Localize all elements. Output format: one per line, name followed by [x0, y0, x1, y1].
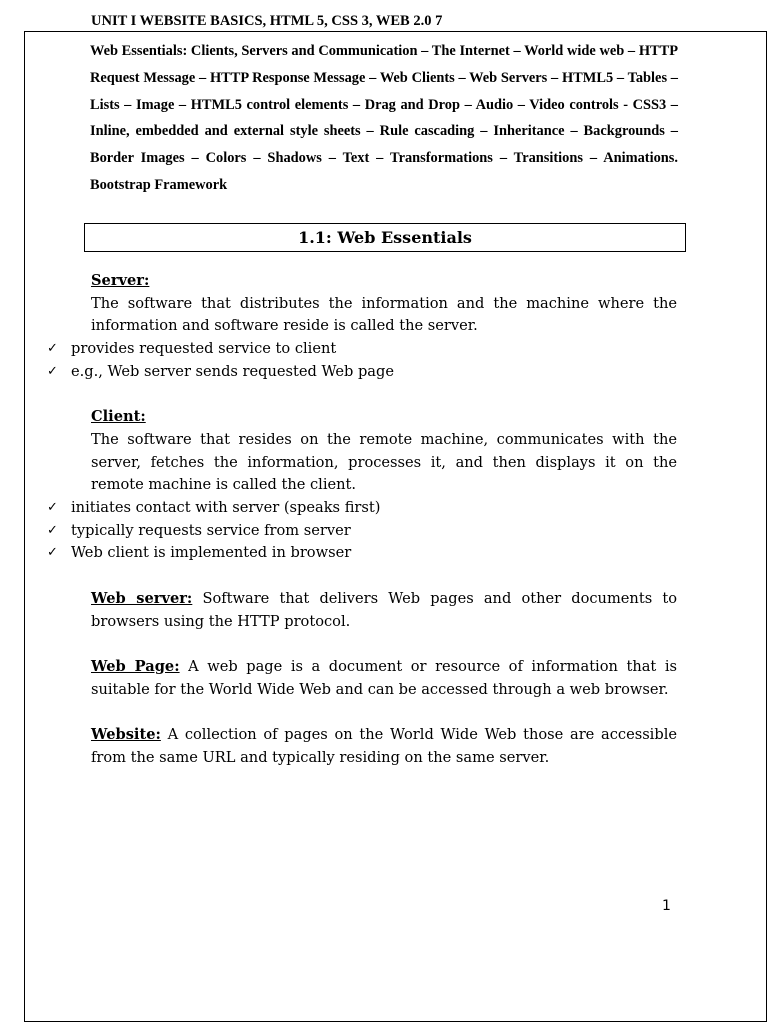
web-page-definition [91, 656, 677, 701]
bullet-text: Web client is implemented in browser [71, 544, 352, 562]
bullet-text: e.g., Web server sends requested Web page [71, 362, 394, 380]
website-definition [91, 724, 677, 769]
section-title: 1.1: Web Essentials [84, 223, 686, 252]
client-section [91, 406, 677, 497]
list-item [0, 361, 768, 384]
server-bullet-list [0, 338, 768, 383]
server-section [91, 270, 677, 338]
client-bullet-list [0, 497, 768, 565]
server-heading: Server: [91, 272, 150, 289]
checkmark-icon: ✓ [47, 500, 58, 516]
web-page-text: A web page is a document or resource of information that is suitable for the World Wide Web and can be accessed through a web browser. [91, 657, 677, 698]
list-item [0, 520, 768, 543]
bullet-text: initiates contact with server (speaks first) [71, 499, 381, 517]
page-number: 1 [662, 898, 671, 914]
checkmark-icon: ✓ [47, 341, 58, 357]
list-item [0, 338, 768, 361]
client-description: The software that resides on the remote machine, communicates with the server, fetches the information, processes it, and then displays it on the remote machine is called the client. [91, 430, 677, 494]
syllabus-paragraph: Web Essentials: Clients, Servers and Communication – The Internet – World wide web – HTTP Request Message – HTTP Response Message – Web Clients – Web Servers – HTML5 – Tables – Lists – Image – HTML5 control elements – Drag and Drop – Audio – Video controls - CSS3 – Inline, embedded and external style sheets – Rule cascading – Inheritance – Backgrounds – Border Images – Colors – Shadows – Text – Transformations – Transitions – Animations. Bootstrap Framework [90, 43, 678, 193]
website-text: A collection of pages on the World Wide Web those are accessible from the same URL and typically residing on the same server. [91, 726, 677, 766]
website-term: Website: [91, 726, 161, 743]
list-item [0, 497, 768, 520]
main-content [0, 270, 768, 769]
bullet-text: typically requests service from server [71, 521, 351, 539]
list-item [0, 542, 768, 565]
unit-header: UNIT I WEBSITE BASICS, HTML 5, CSS 3, WEB 2.0 7 [91, 13, 443, 29]
server-description: The software that distributes the information and the machine where the information and software reside is called the server. [91, 294, 677, 335]
web-server-text: Software that delivers Web pages and other documents to browsers using the HTTP protocol. [91, 589, 677, 630]
bullet-text: provides requested service to client [71, 340, 337, 358]
web-server-term: Web server: [91, 589, 193, 607]
checkmark-icon: ✓ [47, 522, 58, 538]
checkmark-icon: ✓ [47, 363, 58, 379]
web-page-term: Web Page: [91, 657, 180, 675]
checkmark-icon: ✓ [47, 545, 58, 561]
web-server-definition [91, 588, 677, 633]
client-heading: Client: [91, 408, 146, 426]
